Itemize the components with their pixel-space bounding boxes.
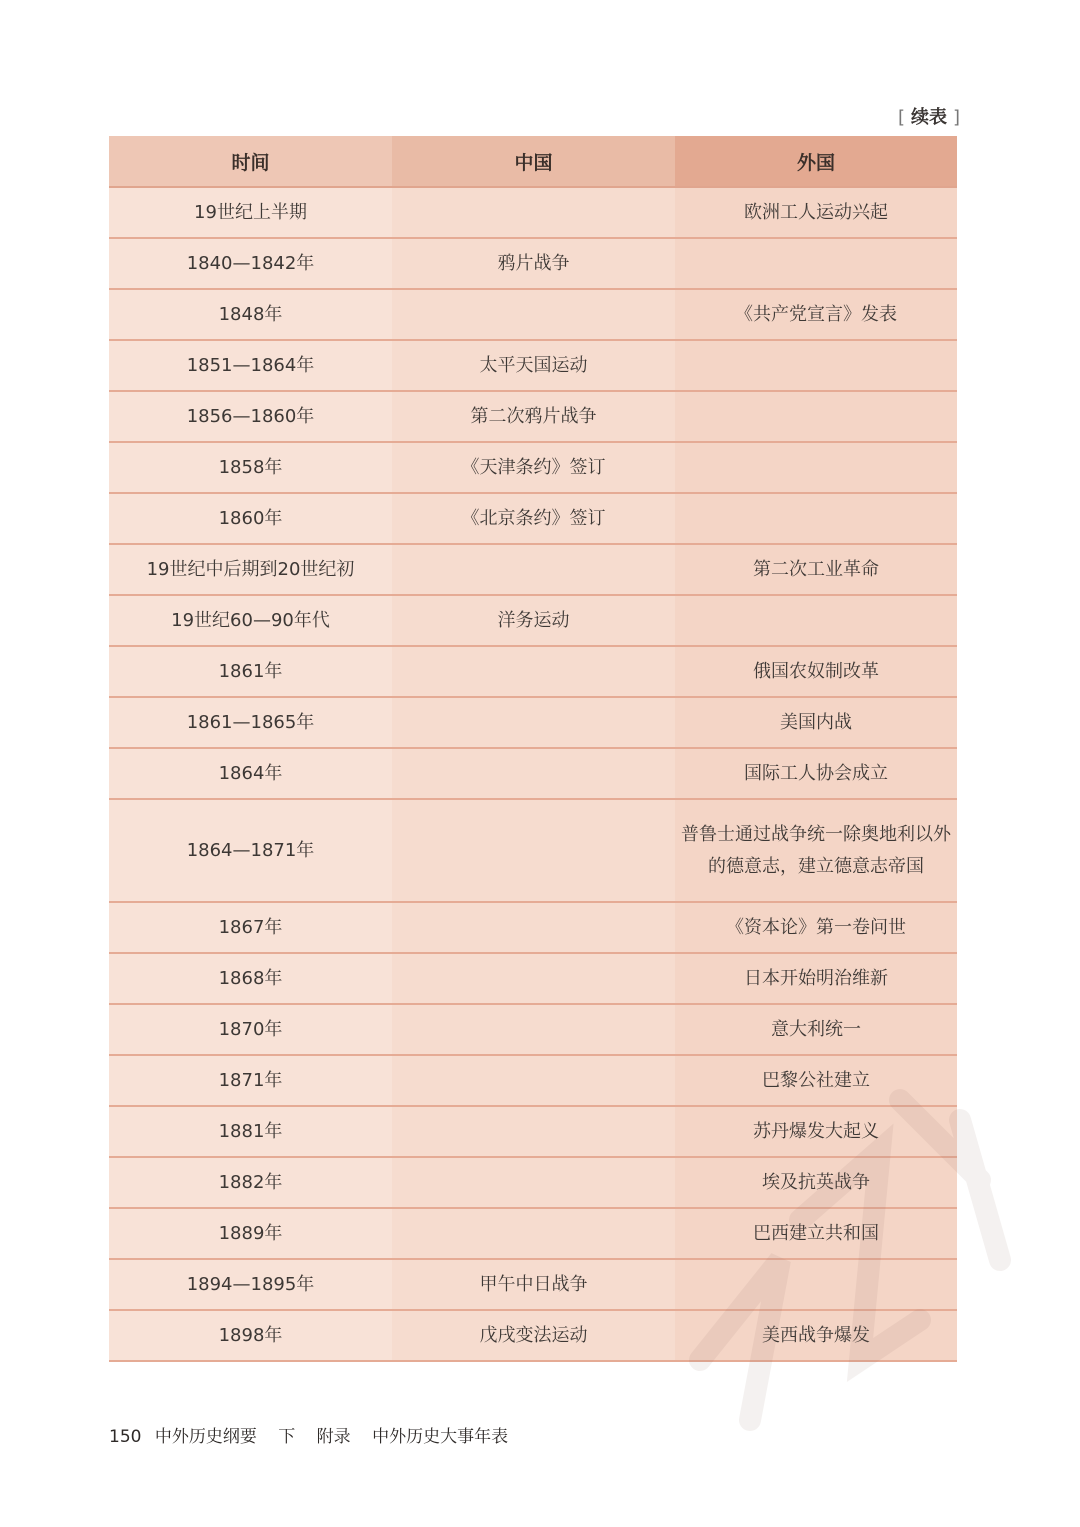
page-footer bbox=[109, 1424, 508, 1450]
cell-time: 1889年 bbox=[109, 1208, 392, 1259]
cell-time: 19世纪60—90年代 bbox=[109, 595, 392, 646]
cell-time: 1871年 bbox=[109, 1055, 392, 1106]
table-body bbox=[109, 187, 957, 1361]
cell-china bbox=[392, 1106, 675, 1157]
chronology-table-wrapper bbox=[109, 136, 957, 1362]
table-row bbox=[109, 1310, 957, 1361]
cell-foreign: 日本开始明治维新 bbox=[675, 953, 957, 1004]
table-row bbox=[109, 544, 957, 595]
table-row bbox=[109, 442, 957, 493]
cell-china bbox=[392, 902, 675, 953]
cell-china bbox=[392, 1004, 675, 1055]
cell-time: 1864—1871年 bbox=[109, 799, 392, 902]
volume-label: 下 bbox=[278, 1427, 296, 1447]
cell-time: 1856—1860年 bbox=[109, 391, 392, 442]
section-label: 附录 bbox=[316, 1427, 351, 1447]
cell-foreign bbox=[675, 442, 957, 493]
left-bracket: [ bbox=[898, 107, 906, 128]
chapter-label: 中外历史大事年表 bbox=[372, 1427, 509, 1447]
table-row bbox=[109, 289, 957, 340]
table-row bbox=[109, 187, 957, 238]
cell-foreign: 巴黎公社建立 bbox=[675, 1055, 957, 1106]
cell-china bbox=[392, 187, 675, 238]
cell-foreign: 美国内战 bbox=[675, 697, 957, 748]
cell-foreign: 埃及抗英战争 bbox=[675, 1157, 957, 1208]
right-bracket: ] bbox=[952, 107, 960, 128]
cell-time: 1861—1865年 bbox=[109, 697, 392, 748]
table-row bbox=[109, 902, 957, 953]
cell-time: 1848年 bbox=[109, 289, 392, 340]
cell-china bbox=[392, 953, 675, 1004]
cell-foreign: 普鲁士通过战争统一除奥地利以外的德意志，建立德意志帝国 bbox=[675, 799, 957, 902]
page-number: 150 bbox=[109, 1427, 142, 1447]
cell-china: 《北京条约》签订 bbox=[392, 493, 675, 544]
header-china: 中国 bbox=[392, 136, 675, 187]
table-row bbox=[109, 748, 957, 799]
table-row bbox=[109, 493, 957, 544]
cell-time: 1882年 bbox=[109, 1157, 392, 1208]
header-row bbox=[109, 136, 957, 187]
cell-foreign: 《共产党宣言》发表 bbox=[675, 289, 957, 340]
cell-china bbox=[392, 289, 675, 340]
table-row bbox=[109, 1259, 957, 1310]
table-header bbox=[109, 136, 957, 187]
table-row bbox=[109, 238, 957, 289]
cell-china bbox=[392, 748, 675, 799]
table-row bbox=[109, 1055, 957, 1106]
cell-foreign: 巴西建立共和国 bbox=[675, 1208, 957, 1259]
cell-china: 太平天国运动 bbox=[392, 340, 675, 391]
cell-time: 1860年 bbox=[109, 493, 392, 544]
cell-time: 19世纪上半期 bbox=[109, 187, 392, 238]
book-title: 中外历史纲要 bbox=[154, 1427, 257, 1447]
table-row bbox=[109, 799, 957, 902]
continued-label bbox=[898, 104, 960, 132]
cell-foreign: 第二次工业革命 bbox=[675, 544, 957, 595]
cell-china: 甲午中日战争 bbox=[392, 1259, 675, 1310]
table-row bbox=[109, 1004, 957, 1055]
cell-foreign: 俄国农奴制改革 bbox=[675, 646, 957, 697]
cell-foreign: 苏丹爆发大起义 bbox=[675, 1106, 957, 1157]
table-row bbox=[109, 953, 957, 1004]
cell-china: 第二次鸦片战争 bbox=[392, 391, 675, 442]
table-row bbox=[109, 1106, 957, 1157]
header-time: 时间 bbox=[109, 136, 392, 187]
table-row bbox=[109, 391, 957, 442]
cell-foreign bbox=[675, 1259, 957, 1310]
cell-foreign: 美西战争爆发 bbox=[675, 1310, 957, 1361]
cell-foreign bbox=[675, 238, 957, 289]
cell-time: 1840—1842年 bbox=[109, 238, 392, 289]
table-row bbox=[109, 646, 957, 697]
cell-china bbox=[392, 1055, 675, 1106]
table-row bbox=[109, 595, 957, 646]
cell-time: 1898年 bbox=[109, 1310, 392, 1361]
cell-time: 1858年 bbox=[109, 442, 392, 493]
cell-china bbox=[392, 799, 675, 902]
cell-foreign bbox=[675, 493, 957, 544]
cell-foreign: 意大利统一 bbox=[675, 1004, 957, 1055]
cell-china: 《天津条约》签订 bbox=[392, 442, 675, 493]
cell-china bbox=[392, 646, 675, 697]
cell-foreign: 《资本论》第一卷问世 bbox=[675, 902, 957, 953]
cell-foreign bbox=[675, 340, 957, 391]
cell-foreign bbox=[675, 595, 957, 646]
cell-time: 1868年 bbox=[109, 953, 392, 1004]
cell-time: 1870年 bbox=[109, 1004, 392, 1055]
table-row bbox=[109, 1157, 957, 1208]
cell-time: 1851—1864年 bbox=[109, 340, 392, 391]
cell-china bbox=[392, 544, 675, 595]
cell-china bbox=[392, 1157, 675, 1208]
cell-china bbox=[392, 1208, 675, 1259]
table-row bbox=[109, 697, 957, 748]
cell-time: 1881年 bbox=[109, 1106, 392, 1157]
cell-time: 1861年 bbox=[109, 646, 392, 697]
header-foreign: 外国 bbox=[675, 136, 957, 187]
cell-time: 1864年 bbox=[109, 748, 392, 799]
cell-china: 洋务运动 bbox=[392, 595, 675, 646]
cell-foreign bbox=[675, 391, 957, 442]
cell-china: 戊戌变法运动 bbox=[392, 1310, 675, 1361]
table-row bbox=[109, 1208, 957, 1259]
cell-china bbox=[392, 697, 675, 748]
chronology-table bbox=[109, 136, 957, 1362]
cell-china: 鸦片战争 bbox=[392, 238, 675, 289]
cell-time: 1894—1895年 bbox=[109, 1259, 392, 1310]
table-row bbox=[109, 340, 957, 391]
cell-foreign: 欧洲工人运动兴起 bbox=[675, 187, 957, 238]
cell-foreign: 国际工人协会成立 bbox=[675, 748, 957, 799]
cell-time: 19世纪中后期到20世纪初 bbox=[109, 544, 392, 595]
cell-time: 1867年 bbox=[109, 902, 392, 953]
continued-text: 续表 bbox=[911, 107, 947, 128]
